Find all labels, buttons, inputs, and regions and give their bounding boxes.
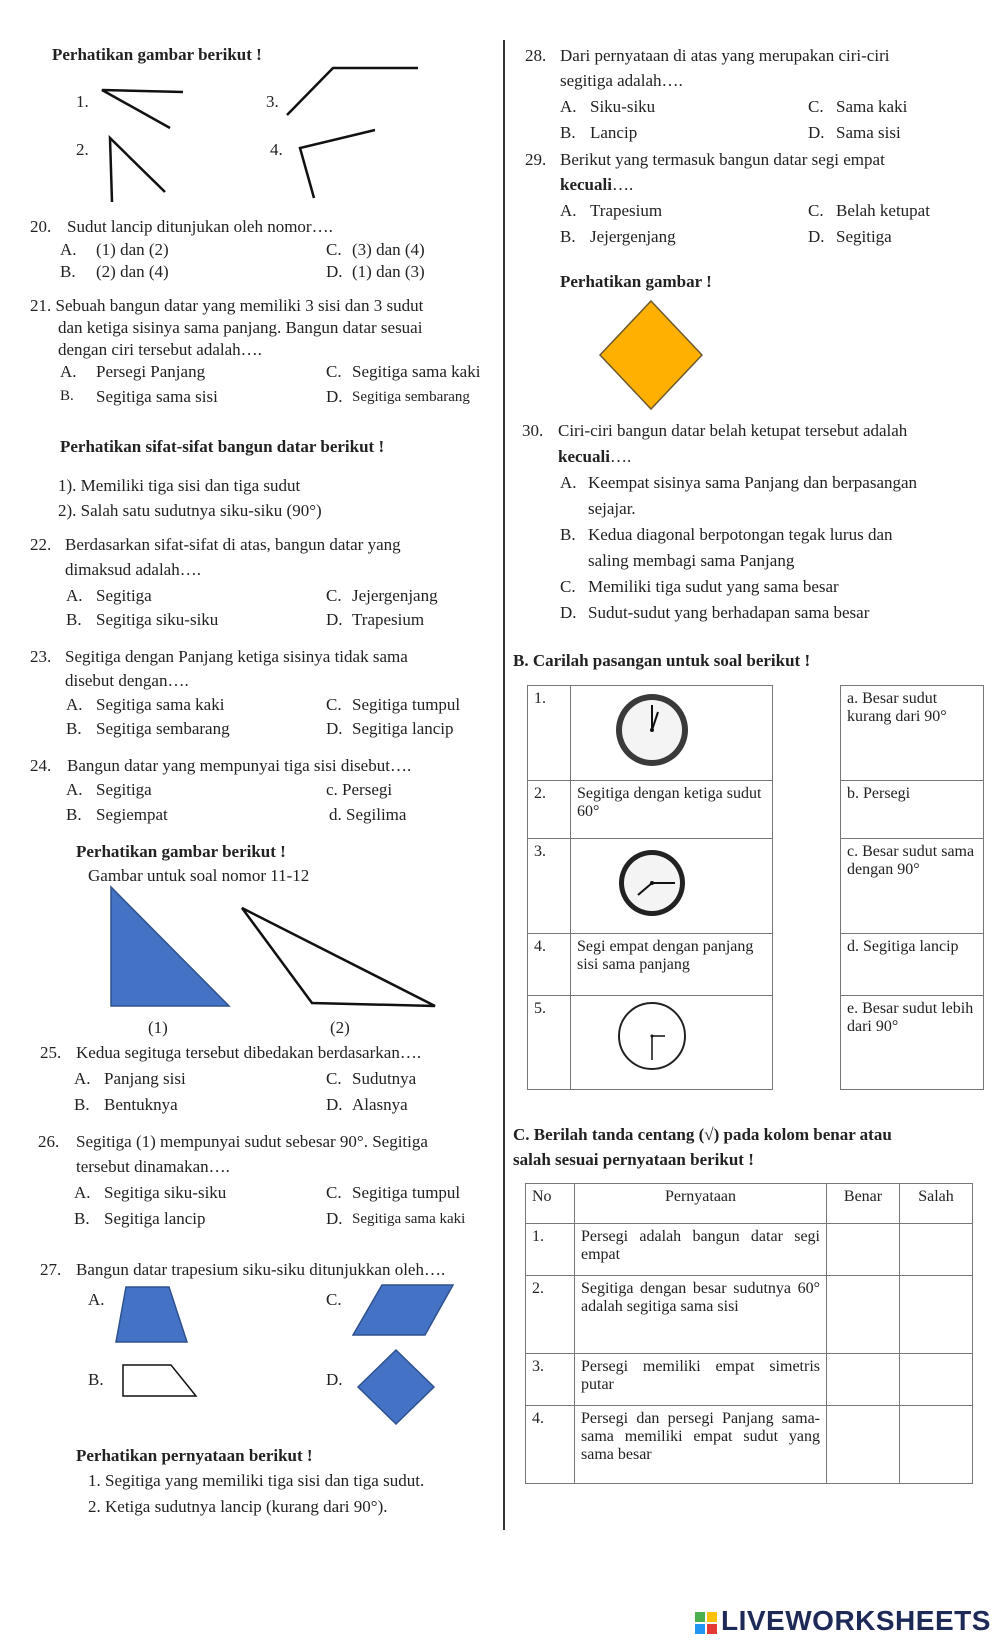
option-letter: D. [326,610,343,629]
q30-option-c[interactable]: Memiliki tiga sudut yang sama besar [588,577,839,596]
q29-text-line: kecuali…. [560,175,634,194]
match-right-cell[interactable] [841,781,984,839]
match-left-number: 4. [528,934,571,996]
q21-text-line: 21. Sebuah bangun datar yang memiliki 3 sisi dan 3 sudut [30,296,424,315]
q25-option-a[interactable]: Panjang sisi [104,1069,186,1088]
q25-number: 25. [40,1043,62,1062]
q21-option-c[interactable]: Segitiga sama kaki [352,362,481,381]
option-letter: A. [66,586,83,605]
option-letter: D. [326,262,343,281]
option-letter: C. [808,97,824,116]
match-right-row[interactable] [841,934,984,996]
q24-number: 24. [30,756,52,775]
q27-text: Bangun datar trapesium siku-siku ditunjukkan oleh…. [76,1260,446,1279]
rhombus-blue [358,1350,434,1424]
header-no: No [526,1184,575,1224]
right-triangle-blue [111,887,229,1006]
q25-option-c[interactable]: Sudutnya [352,1069,417,1088]
q26-text-line: tersebut dinamakan…. [76,1157,230,1176]
q24-text: Bangun datar yang mempunyai tiga sisi disebut…. [67,756,412,775]
q21-option-a[interactable]: Persegi Panjang [96,362,206,381]
checkbox-false[interactable] [900,1406,973,1484]
option-letter: A. [60,240,77,259]
q20-text: Sudut lancip ditunjukan oleh nomor…. [67,217,333,236]
option-letter: C. [326,1183,342,1202]
match-left-text[interactable]: Segitiga dengan ketiga sudut 60° [571,781,773,839]
q23-option-d[interactable]: Segitiga lancip [352,719,454,738]
rhombus-figure [596,298,706,412]
q30-option-a[interactable]: Keempat sisinya sama Panjang dan berpasangan [588,473,918,492]
q28-number: 28. [525,46,547,65]
header-statement: Pernyataan [575,1184,827,1224]
match-left-cell [571,686,773,781]
q30-option-d[interactable]: Sudut-sudut yang berhadapan sama besar [588,603,870,622]
option-letter: A. [560,201,577,220]
match-left-cell [571,996,773,1090]
q29-option-d[interactable]: Segitiga [836,227,892,246]
q27-option-c[interactable]: C. [326,1290,342,1309]
q30-number: 30. [522,421,544,440]
match-left-number: 1. [528,686,571,781]
match-right-text: Segitiga lancip [863,938,959,955]
q24-option-c[interactable]: c. Persegi [326,780,393,799]
q30-option-a-cont: sejajar. [588,499,636,518]
q23-text-line: Segitiga dengan Panjang ketiga sisinya tidak sama [65,647,408,666]
heading-figures-2: Perhatikan gambar berikut ! [76,842,286,861]
q22-option-c[interactable]: Jejergenjang [352,586,438,605]
triangle-figures [0,880,500,1020]
q26-number: 26. [38,1132,60,1151]
q27-option-a[interactable]: A. [88,1290,105,1309]
clock-icon [577,843,727,923]
q26-option-c[interactable]: Segitiga tumpul [352,1183,461,1202]
q30-text-line: kecuali…. [558,447,632,466]
q21-text-line: dengan ciri tersebut adalah…. [58,340,262,359]
option-letter: C. [808,201,824,220]
column-divider [503,40,505,1530]
match-key: a. [847,690,859,707]
section-c-heading-line2: salah sesuai pernyataan berikut ! [513,1150,754,1169]
q23-number: 23. [30,647,52,666]
heading-figure-rhombus: Perhatikan gambar ! [560,272,712,291]
match-left-number: 3. [528,839,571,934]
q26-option-a[interactable]: Segitiga siku-siku [104,1183,227,1202]
q28-option-c[interactable]: Sama kaki [836,97,908,116]
row-statement: Segitiga dengan besar sudutnya 60° adalah segitiga sama sisi [575,1276,827,1354]
q21-option-b[interactable]: Segitiga sama sisi [96,387,218,406]
match-right-cell[interactable] [841,996,984,1090]
q25-option-d[interactable]: Alasnya [352,1095,408,1114]
match-right-row[interactable] [841,686,984,781]
row-statement: Persegi adalah bangun datar segi empat [575,1224,827,1276]
true-false-table [525,1183,973,1484]
q27-option-b[interactable]: B. [88,1370,104,1389]
option-letter: B. [60,388,74,404]
row-number: 3. [526,1354,575,1406]
rhombus-orange [600,301,702,409]
option-letter: C. [326,695,342,714]
option-letter: B. [66,805,82,824]
match-left-row [528,839,773,934]
q20-option-b[interactable]: (2) dan (4) [96,262,169,281]
logo-text: LIVEWORKSHEETS [721,1605,991,1636]
q24-option-d[interactable]: d. Segilima [329,805,407,824]
option-letter: A. [74,1069,91,1088]
q23-option-a[interactable]: Segitiga sama kaki [96,695,225,714]
q26-text-line: Segitiga (1) mempunyai sudut sebesar 90°. Segitiga [76,1132,428,1151]
q26-option-b[interactable]: Segitiga lancip [104,1209,206,1228]
match-left-row [528,686,773,781]
match-key: e. [847,1000,859,1017]
q23-option-b[interactable]: Segitiga sembarang [96,719,230,738]
q21-text-line: dan ketiga sisinya sama panjang. Bangun datar sesuai [58,318,423,337]
table-row [526,1406,973,1484]
option-letter: C. [326,586,342,605]
matching-left-table [527,685,773,1090]
option-letter: A. [74,1183,91,1202]
section-b-heading: B. Carilah pasangan untuk soal berikut ! [513,651,811,670]
q22-number: 22. [30,535,52,554]
q24-option-a[interactable]: Segitiga [96,780,152,799]
table-row [526,1354,973,1406]
q29-option-b[interactable]: Jejergenjang [590,227,676,246]
property-1: 1). Memiliki tiga sisi dan tiga sudut [58,476,301,495]
match-left-cell [571,839,773,934]
table-row [526,1224,973,1276]
heading-figures: Perhatikan gambar berikut ! [52,45,262,64]
q29-option-a[interactable]: Trapesium [590,201,663,220]
option-letter: C. [326,362,342,381]
figure-number: 3. [266,92,279,111]
header-false: Salah [900,1184,973,1224]
q27-option-d[interactable]: D. [326,1370,343,1389]
option-letter: D. [808,227,825,246]
match-right-row[interactable] [841,781,984,839]
q30-text-line: Ciri-ciri bangun datar belah ketupat tersebut adalah [558,421,908,440]
q20-number: 20. [30,217,52,236]
match-key: b. [847,785,859,802]
match-right-text: Persegi [863,785,911,802]
match-key: d. [847,938,859,955]
option-letter: D. [808,123,825,142]
angle-2 [110,138,165,202]
angle-4 [300,130,375,198]
angle-1 [102,90,183,128]
figure-caption: Gambar untuk soal nomor 11-12 [88,866,310,885]
match-left-row [528,996,773,1090]
heading-properties: Perhatikan sifat-sifat bangun datar berikut ! [60,437,385,456]
q22-option-d[interactable]: Trapesium [352,610,425,629]
checkbox-true[interactable] [827,1406,900,1484]
match-right-text: Besar sudut kurang dari 90° [847,690,947,725]
match-left-text[interactable]: Segi empat dengan panjang sisi sama panjang [571,934,773,996]
q22-text-line: Berdasarkan sifat-sifat di atas, bangun datar yang [65,535,401,554]
match-right-cell[interactable] [841,934,984,996]
option-letter: B. [74,1209,90,1228]
option-letter: B. [560,227,576,246]
q27-number: 27. [40,1260,62,1279]
option-letter: B. [60,262,76,281]
match-key: c. [847,843,859,860]
liveworksheets-logo-icon [695,1612,717,1634]
q28-option-a[interactable]: Siku-siku [590,97,656,116]
obtuse-triangle [242,908,435,1006]
heading-statements: Perhatikan pernyataan berikut ! [76,1446,313,1465]
q22-option-a[interactable]: Segitiga [96,586,152,605]
liveworksheets-logo [695,1605,991,1637]
checkbox-false[interactable] [900,1224,973,1276]
q20-option-c[interactable]: (3) dan (4) [352,240,425,259]
match-left-number: 2. [528,781,571,839]
q29-text-line: Berikut yang termasuk bangun datar segi empat [560,150,885,169]
q23-option-c[interactable]: Segitiga tumpul [352,695,461,714]
statement-1: 1. Segitiga yang memiliki tiga sisi dan tiga sudut. [88,1471,425,1490]
option-letter: B. [66,719,82,738]
q28-option-d[interactable]: Sama sisi [836,123,901,142]
match-right-text: Besar sudut sama dengan 90° [847,843,975,878]
option-letter: B. [74,1095,90,1114]
option-letter: B. [560,123,576,142]
option-letter: D. [326,387,343,406]
q26-option-d[interactable]: Segitiga sama kaki [352,1211,466,1227]
section-c-heading-line1: C. Berilah tanda centang (√) pada kolom benar atau [513,1125,892,1144]
match-right-text: Besar sudut lebih dari 90° [847,1000,974,1035]
match-right-cell[interactable] [841,839,984,934]
option-letter: D. [326,719,343,738]
option-letter: C. [326,1069,342,1088]
option-letter: C. [326,240,342,259]
angle-3 [287,68,418,115]
q24-option-b[interactable]: Segiempat [96,805,168,824]
option-letter: D. [326,1095,343,1114]
match-left-number: 5. [528,996,571,1090]
table-header-row [526,1184,973,1224]
figure-number: 4. [270,140,283,159]
q23-text-line: disebut dengan…. [65,671,189,690]
matching-right-table [840,685,984,1090]
q25-text: Kedua segituga tersebut dibedakan berdasarkan…. [76,1043,422,1062]
parallelogram-blue [353,1285,453,1335]
triangle-label-2: (2) [330,1018,350,1037]
q25-option-b[interactable]: Bentuknya [104,1095,178,1114]
q20-option-a[interactable]: (1) dan (2) [96,240,169,259]
row-number: 2. [526,1276,575,1354]
match-right-row[interactable] [841,839,984,934]
figure-number: 2. [76,140,89,159]
q21-option-d[interactable]: Segitiga sembarang [352,389,470,405]
option-letter: A. [560,97,577,116]
property-2: 2). Salah satu sudutnya siku-siku (90°) [58,501,322,520]
checkbox-true[interactable] [827,1354,900,1406]
q20-option-d[interactable]: (1) dan (3) [352,262,425,281]
row-statement: Persegi dan persegi Panjang sama-sama memiliki empat sudut yang sama besar [575,1406,827,1484]
q30-option-b-cont: saling membagi sama Panjang [588,551,795,570]
checkbox-false[interactable] [900,1276,973,1354]
q22-text-line: dimaksud adalah…. [65,560,201,579]
checkbox-true[interactable] [827,1276,900,1354]
angle-figures [0,0,500,210]
match-left-row [528,781,773,839]
match-left-row [528,934,773,996]
q28-text-line: segitiga adalah…. [560,71,683,90]
option-letter: D. [326,1209,343,1228]
table-row [526,1276,973,1354]
row-number: 4. [526,1406,575,1484]
row-statement: Persegi memiliki empat simetris putar [575,1354,827,1406]
option-letter: A. [66,695,83,714]
checkbox-false[interactable] [900,1354,973,1406]
match-right-cell[interactable] [841,686,984,781]
option-letter: A. [560,473,577,492]
option-letter: B. [66,610,82,629]
right-trapezoid [123,1365,196,1396]
checkbox-true[interactable] [827,1224,900,1276]
q30-option-b[interactable]: Kedua diagonal berpotongan tegak lurus dan [588,525,893,544]
match-right-row[interactable] [841,996,984,1090]
option-letter: B. [560,525,576,544]
trapezoid-blue [116,1287,187,1342]
option-letter: C. [560,577,576,596]
row-number: 1. [526,1224,575,1276]
q22-option-b[interactable]: Segitiga siku-siku [96,610,219,629]
figure-number: 1. [76,92,89,111]
q29-number: 29. [525,150,547,169]
clock-icon [577,1000,727,1080]
clock-icon [577,690,727,770]
q28-option-b[interactable]: Lancip [590,123,638,142]
option-letter: A. [60,362,77,381]
q28-text-line: Dari pernyataan di atas yang merupakan ciri-ciri [560,46,890,65]
option-letter: D. [560,603,577,622]
triangle-label-1: (1) [148,1018,168,1037]
header-true: Benar [827,1184,900,1224]
q29-option-c[interactable]: Belah ketupat [836,201,930,220]
statement-2: 2. Ketiga sudutnya lancip (kurang dari 90°). [88,1497,388,1516]
option-letter: A. [66,780,83,799]
quadrilateral-figures [0,1280,500,1430]
